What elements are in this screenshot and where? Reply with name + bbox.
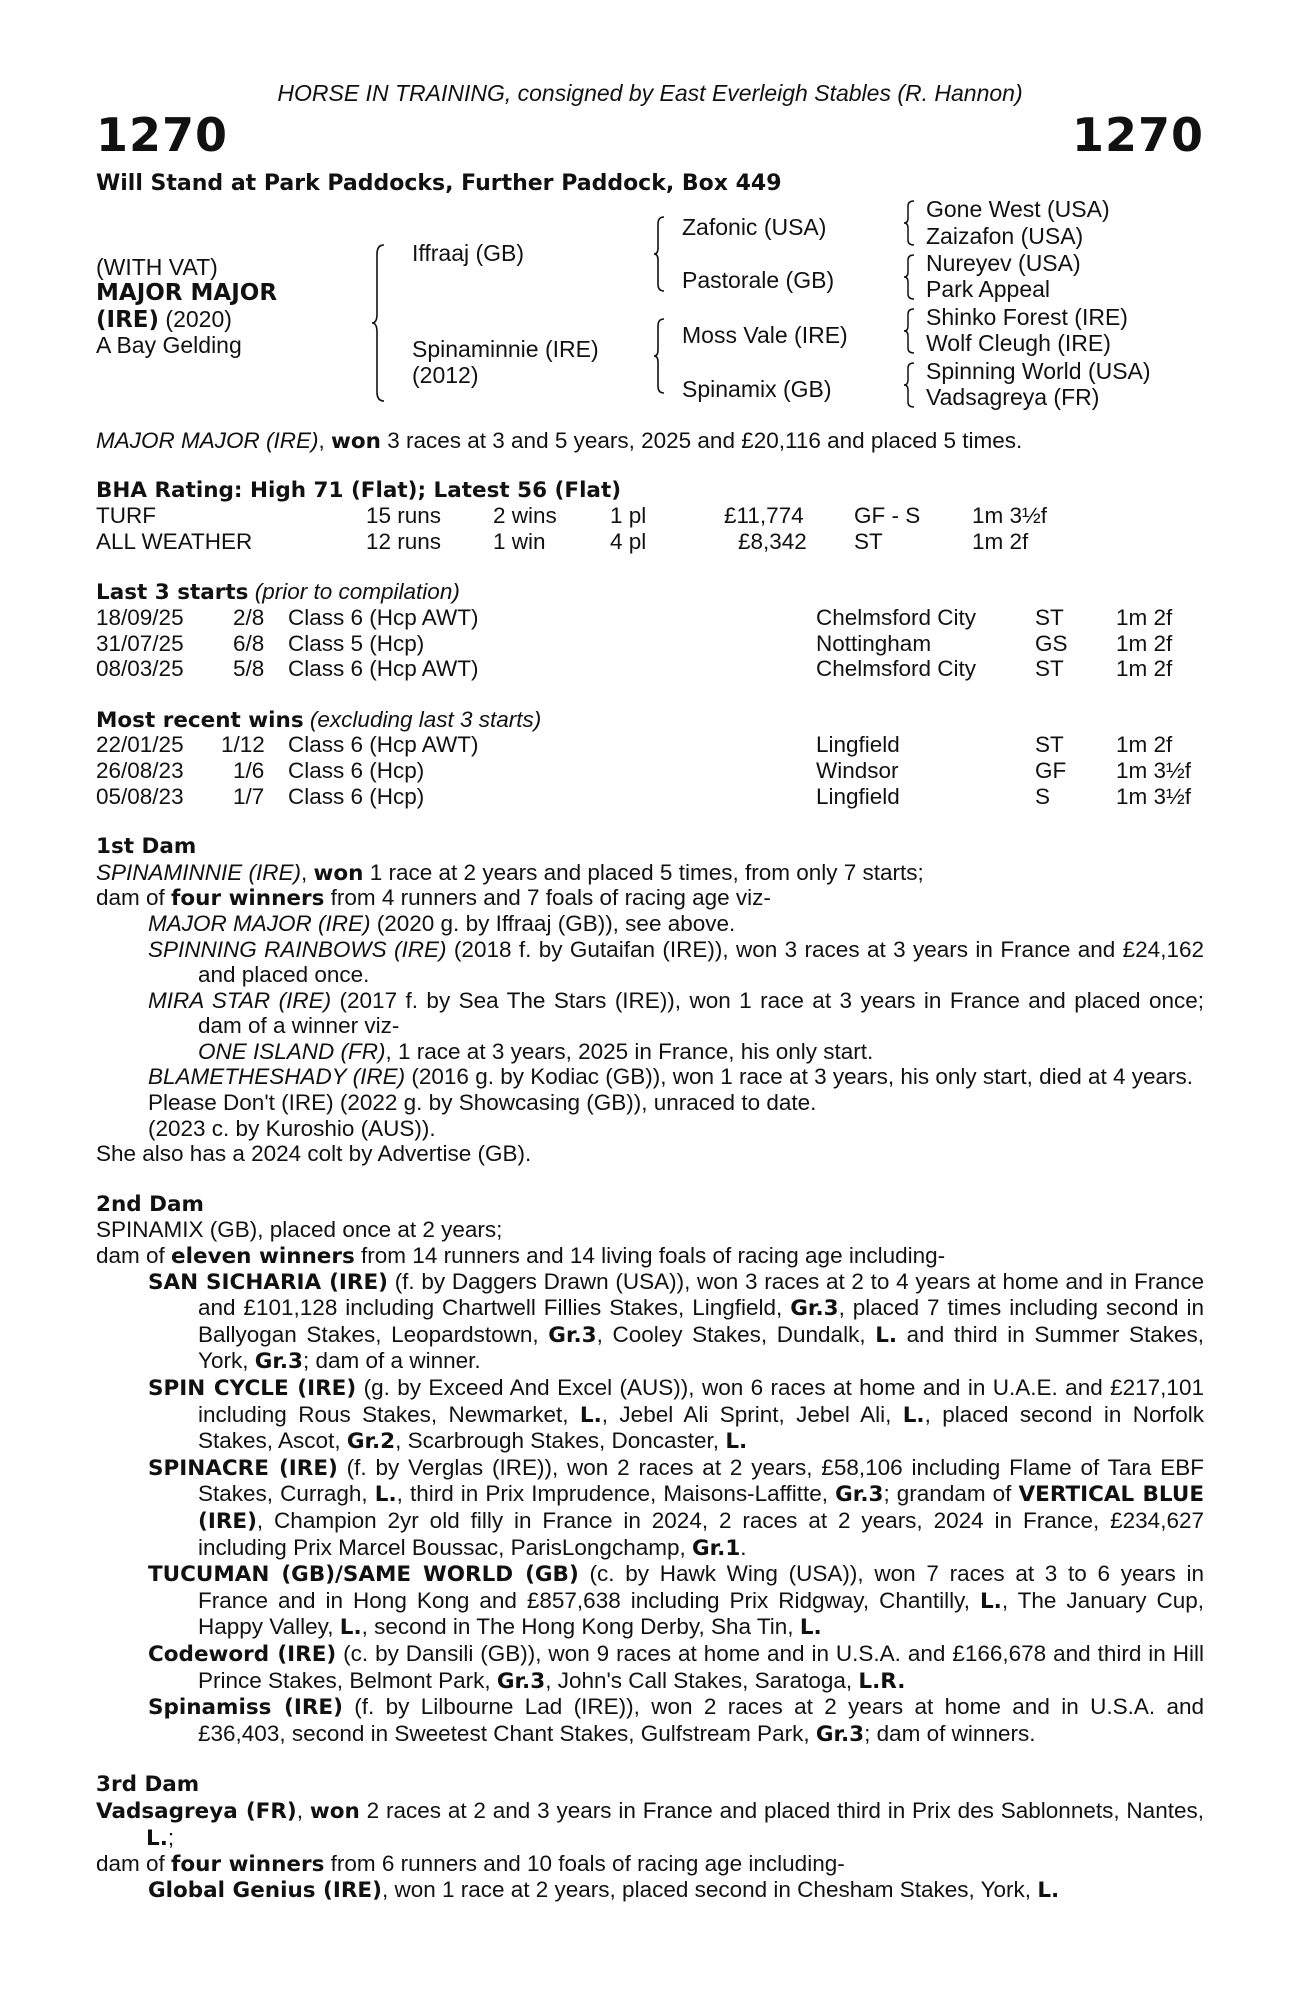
lot-number-right: 1270 — [1071, 108, 1204, 162]
distance: 1m 2f — [972, 528, 1029, 554]
wins: 2 wins — [493, 503, 557, 529]
offspring-entry: (2023 c. by Kuroshio (AUS)). — [148, 1115, 436, 1141]
offspring-entry: MAJOR MAJOR (IRE) (2020 g. by Iffraaj (GB)), see above. — [148, 910, 736, 936]
win-row: 22/01/25 1/12 Class 6 (Hcp AWT) Lingfield ST 1m 2f — [96, 732, 1173, 758]
horse-description: A Bay Gelding — [96, 332, 242, 358]
horse-year: (2020) — [165, 306, 232, 332]
runs: 15 runs — [366, 503, 442, 529]
going: GF - S — [854, 503, 921, 529]
sire-sire: Zafonic (USA) — [682, 214, 827, 240]
offspring-entry: TUCUMAN (GB)/SAME WORLD (GB) (c. by Hawk Wing (USA)), won 7 races at 3 to 6 years in France and in Hong Kong and £857,638 including Prix Ridgway, Chantilly, L., The January Cup, Happy Valley, L., second in The Hong Kong Derby, Sha Tin, L. — [148, 1561, 1205, 1641]
brace-g2 — [902, 254, 916, 300]
start-row: 31/07/25 6/8 Class 5 (Hcp) Nottingham GS 1m 2f — [96, 630, 1173, 656]
brace-g4 — [902, 362, 916, 408]
horse-origin-year — [96, 306, 232, 333]
rating-heading: BHA Rating: High 71 (Flat); Latest 56 (Flat) — [96, 477, 622, 503]
first-dam-note: She also has a 2024 colt by Advertise (GB). — [96, 1141, 532, 1167]
wins: 1 win — [493, 528, 546, 554]
summary-horse-name: MAJOR MAJOR (IRE) — [96, 428, 319, 453]
dam: Spinaminnie (IRE) — [412, 336, 599, 362]
third-dam-produce: dam of four winners from 6 runners and 10 foals of racing age including- — [96, 1851, 845, 1878]
offspring-entry: SAN SICHARIA (IRE) (f. by Daggers Drawn (USA)), won 3 races at 2 to 4 years at home and in France and £101,128 including Chartwell Fillies Stakes, Lingfield, Gr.3, placed 7 times including second in Ballyogan Stakes, Leopardstown, Gr.3, Cooley Stakes, Dundalk, L. and third in Summer Stakes, York, Gr.3; dam of a winner. — [148, 1268, 1204, 1375]
gen3-8: Vadsagreya (FR) — [926, 384, 1100, 410]
gen3-1: Gone West (USA) — [926, 196, 1110, 222]
brace-dam — [652, 318, 666, 394]
lot-number-left: 1270 — [96, 108, 229, 162]
offspring-entry: MIRA STAR (IRE) (2017 f. by Sea The Stars (IRE)), won 1 race at 3 years in France and placed once; dam of a winner viz- — [148, 987, 1205, 1039]
rating-row-turf — [96, 503, 1204, 529]
brace-gen1 — [370, 244, 386, 402]
first-dam-record: SPINAMINNIE (IRE), won 1 race at 2 years and placed 5 times, from only 7 starts; — [96, 859, 924, 886]
distance: 1m 3½f — [972, 503, 1048, 529]
gen3-3: Nureyev (USA) — [926, 250, 1081, 276]
placings: 1 pl — [610, 503, 647, 529]
recent-wins-heading: Most recent wins (excluding last 3 starts) — [96, 706, 542, 733]
win-row: 05/08/23 1/7 Class 6 (Hcp) Lingfield S 1m 3½f — [96, 783, 1192, 809]
third-dam-record: Vadsagreya (FR), won 2 races at 2 and 3 years in France and placed third in Prix des Sablonnets, Nantes, L.; — [96, 1797, 1204, 1851]
offspring-entry: SPINACRE (IRE) (f. by Verglas (IRE)), won 2 races at 2 years, £58,106 including Flame of Tara EBF Stakes, Curragh, L., third in Prix Imprudence, Maisons-Laffitte, Gr.3; grandam of VERTICAL BLUE (IRE), Champion 2yr old filly in France in 2024, 2 races at 2 years, 2024 in France, £234,627 including Prix Marcel Boussac, ParisLongchamp, Gr.1. — [148, 1454, 1205, 1561]
offspring-entry: Codeword (IRE) (c. by Dansili (GB)), won 9 races at home and in U.S.A. and £166,678 and third in Hill Prince Stakes, Belmont Park, Gr.3, John's Call Stakes, Saratoga, L.R. — [148, 1640, 1204, 1694]
summary-line: MAJOR MAJOR (IRE), won 3 races at 3 and 5 years, 2025 and £20,116 and placed 5 times. — [96, 428, 1023, 454]
gen3-5: Shinko Forest (IRE) — [926, 304, 1128, 330]
offspring-entry: SPINNING RAINBOWS (IRE) (2018 f. by Gutaifan (IRE)), won 3 races at 3 years in France and £24,162 and placed once. — [148, 936, 1204, 988]
surface: TURF — [96, 503, 156, 529]
sire-dam: Pastorale (GB) — [682, 267, 835, 293]
stand-location: Will Stand at Park Paddocks, Further Paddock, Box 449 — [96, 171, 782, 196]
prize-money: £8,342 — [738, 528, 807, 554]
start-row: 08/03/25 5/8 Class 6 (Hcp AWT) Chelmsford City ST 1m 2f — [96, 656, 1173, 682]
third-dam-heading: 3rd Dam — [96, 1772, 200, 1798]
first-dam-produce: dam of four winners from 4 runners and 7 foals of racing age viz- — [96, 885, 771, 912]
offspring-entry: Spinamiss (IRE) (f. by Lilbourne Lad (IRE)), won 2 races at 2 years at home and in U.S.A. and £36,403, second in Sweetest Chant Stakes, Gulfstream Park, Gr.3; dam of winners. — [148, 1694, 1204, 1747]
rating-row-aw — [96, 529, 1204, 555]
pedigree-table — [96, 196, 1216, 416]
gen3-6: Wolf Cleugh (IRE) — [926, 330, 1111, 356]
offspring-entry: Please Don't (IRE) (2022 g. by Showcasing (GB)), unraced to date. — [148, 1090, 817, 1116]
last-starts-heading: Last 3 starts (prior to compilation) — [96, 579, 460, 606]
brace-g1 — [902, 200, 916, 246]
dam-dam: Spinamix (GB) — [682, 376, 832, 402]
second-dam-record: SPINAMIX (GB), placed once at 2 years; — [96, 1217, 503, 1243]
surface: ALL WEATHER — [96, 528, 253, 554]
vat-note: (WITH VAT) — [96, 254, 218, 280]
lot-header — [96, 80, 1204, 170]
dam-sire: Moss Vale (IRE) — [682, 322, 848, 348]
runs: 12 runs — [366, 528, 442, 554]
second-dam-produce: dam of eleven winners from 14 runners and 14 living foals of racing age including- — [96, 1243, 946, 1270]
summary-record: 3 races at 3 and 5 years, 2025 and £20,116 and placed 5 times. — [380, 428, 1023, 453]
brace-sire — [652, 216, 666, 292]
horse-origin: (IRE) — [96, 307, 160, 333]
gen3-4: Park Appeal — [926, 276, 1051, 302]
consignor-title: HORSE IN TRAINING, consigned by East Everleigh Stables (R. Hannon) — [277, 80, 1023, 106]
brace-g3 — [902, 308, 916, 354]
offspring-entry: Global Genius (IRE), won 1 race at 2 years, placed second in Chesham Stakes, York, L. — [148, 1876, 1060, 1903]
first-dam-heading: 1st Dam — [96, 834, 197, 860]
going: ST — [854, 528, 883, 554]
gen3-2: Zaizafon (USA) — [926, 223, 1084, 249]
placings: 4 pl — [610, 528, 647, 554]
prize-money: £11,774 — [724, 503, 804, 529]
offspring-entry: BLAMETHESHADY (IRE) (2016 g. by Kodiac (GB)), won 1 race at 3 years, his only start, died at 4 years. — [148, 1064, 1194, 1090]
win-row: 26/08/23 1/6 Class 6 (Hcp) Windsor GF 1m 3½f — [96, 757, 1192, 783]
second-dam-heading: 2nd Dam — [96, 1191, 204, 1217]
lot-details — [96, 428, 1204, 1903]
sire: Iffraaj (GB) — [412, 240, 525, 266]
grand-offspring-entry: ONE ISLAND (FR), 1 race at 3 years, 2025 in France, his only start. — [198, 1038, 874, 1064]
start-row: 18/09/25 2/8 Class 6 (Hcp AWT) Chelmsford City ST 1m 2f — [96, 604, 1173, 630]
horse-name: MAJOR MAJOR — [96, 280, 278, 306]
summary-won: won — [331, 429, 381, 454]
dam-year: (2012) — [412, 362, 479, 388]
gen3-7: Spinning World (USA) — [926, 358, 1151, 384]
offspring-entry: SPIN CYCLE (IRE) (g. by Exceed And Excel (AUS)), won 6 races at home and in U.A.E. and £217,101 including Rous Stakes, Newmarket, L., Jebel Ali Sprint, Jebel Ali, L., placed second in Norfolk Stakes, Ascot, Gr.2, Scarbrough Stakes, Doncaster, L. — [148, 1375, 1204, 1455]
